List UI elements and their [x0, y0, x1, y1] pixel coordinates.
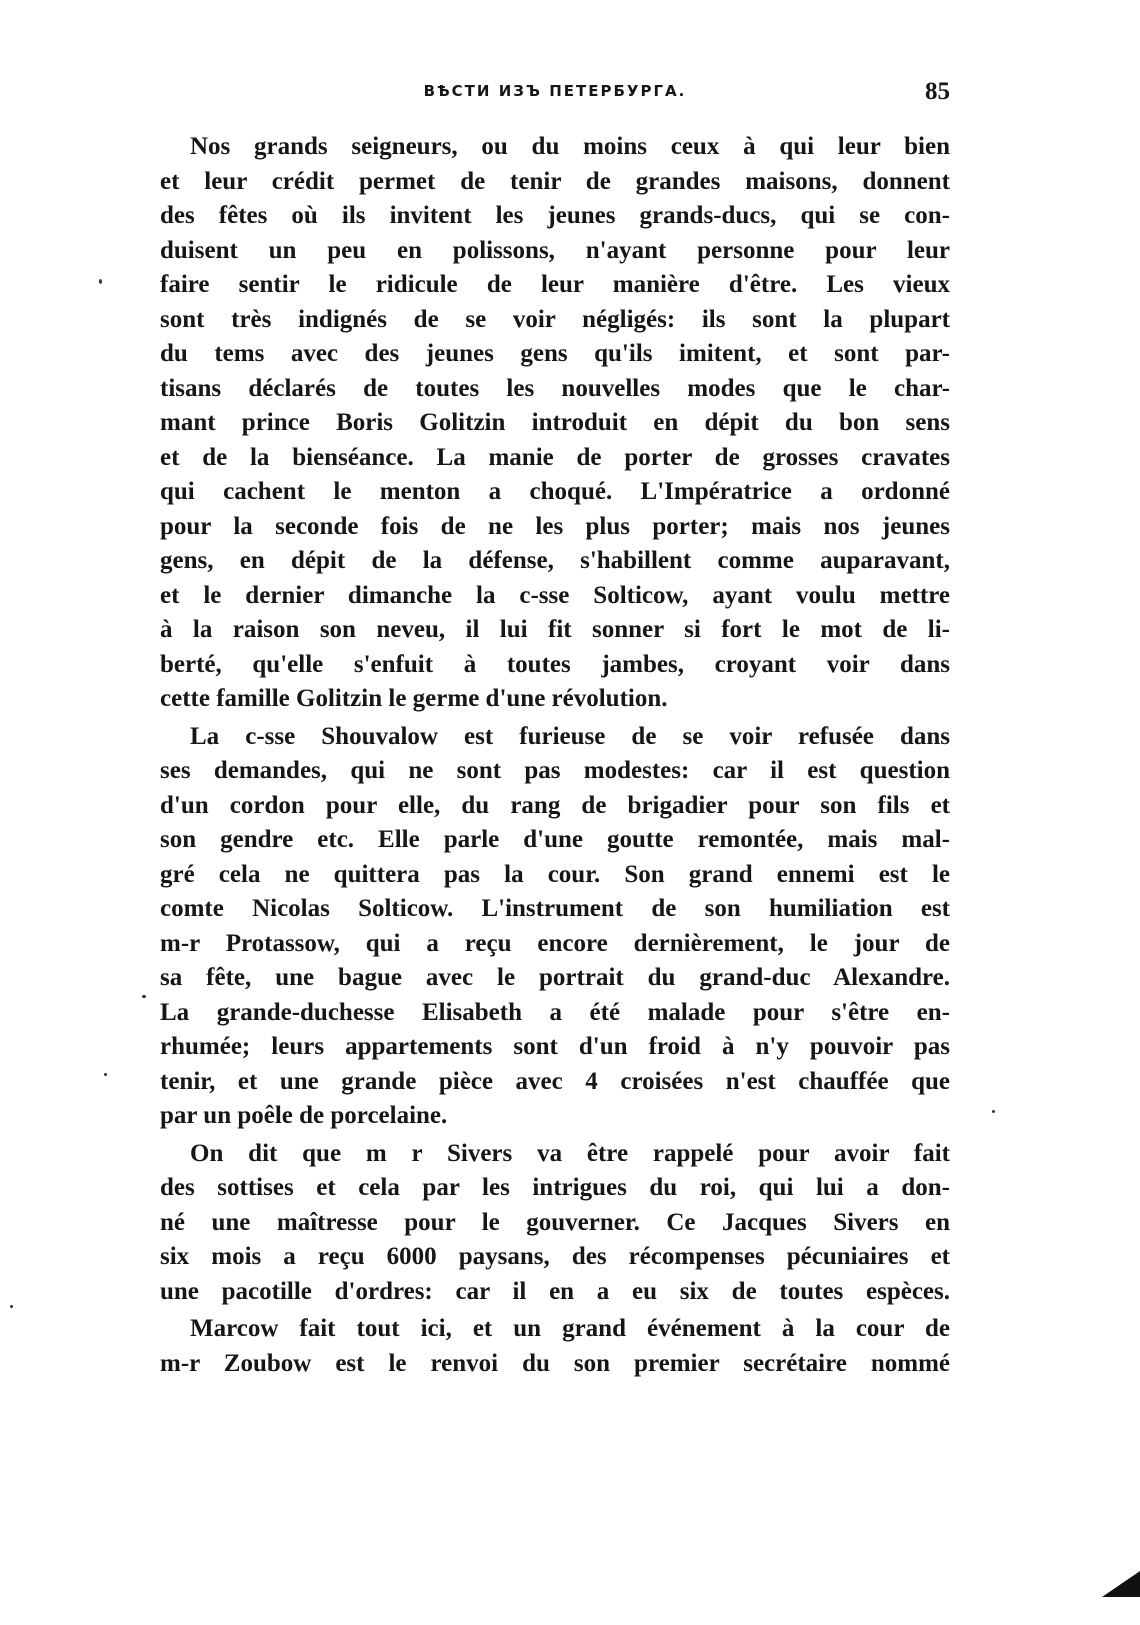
- text-line: pour la seconde fois de ne les plus porter; mais nos jeunes: [160, 512, 950, 540]
- text-line: une pacotille d'ordres: car il en a eu six de toutes espèces.: [160, 1277, 950, 1305]
- page-number: 85: [925, 78, 950, 105]
- text-line: m-r Zoubow est le renvoi du son premier secrétaire nommé: [160, 1349, 950, 1377]
- text-line: ses demandes, qui ne sont pas modestes: car il est question: [160, 757, 950, 784]
- text-line: du tems avec des jeunes gens qu'ils imitent, et sont par-: [160, 340, 950, 367]
- text-line: et leur crédit permet de tenir de grandes maisons, donnent: [160, 167, 950, 195]
- text-line: faire sentir le ridicule de leur manière d'être. Les vieux: [160, 271, 950, 298]
- text-line: des sottises et cela par les intrigues du roi, qui lui a don-: [160, 1174, 950, 1201]
- text-line: et le dernier dimanche la c-sse Solticow, ayant voulu mettre: [160, 581, 950, 609]
- scan-speck: [142, 995, 146, 998]
- scan-speck: [104, 1073, 107, 1076]
- text-line: Nos grands seigneurs, ou du moins ceux à qui leur bien: [190, 133, 950, 160]
- scan-speck: [10, 1305, 13, 1308]
- text-line: six mois a reçu 6000 paysans, des récompenses pécuniaires et: [160, 1243, 950, 1270]
- text-line: tisans déclarés de toutes les nouvelles modes que le char-: [160, 374, 950, 402]
- scan-speck: [99, 279, 102, 284]
- text-line: tenir, et une grande pièce avec 4 croisées n'est chauffée que: [160, 1067, 950, 1095]
- scan-speck: [992, 1110, 995, 1113]
- text-line: cette famille Golitzin le germe d'une révolution.: [160, 685, 668, 712]
- scan-corner-mark: [1102, 1571, 1140, 1597]
- text-line: d'un cordon pour elle, du rang de brigadier pour son fils et: [160, 791, 950, 819]
- text-line: sont très indignés de se voir négligés: ils sont la plupart: [160, 305, 950, 333]
- text-line: mant prince Boris Golitzin introduit en dépit du bon sens: [160, 409, 950, 436]
- running-title: ВѢСТИ ИЗЪ ПЕТЕРБУРГА.: [423, 82, 687, 100]
- text-line: On dit que m r Sivers va être rappelé pour avoir fait: [190, 1139, 950, 1167]
- text-line: berté, qu'elle s'enfuit à toutes jambes, croyant voir dans: [160, 650, 950, 678]
- text-line: gré cela ne quittera pas la cour. Son grand ennemi est le: [160, 860, 950, 888]
- text-line: m-r Protassow, qui a reçu encore dernièrement, le jour de: [160, 929, 950, 957]
- text-line: à la raison son neveu, il lui fit sonner si fort le mot de li-: [160, 616, 950, 643]
- text-line: et de la bienséance. La manie de porter de grosses cravates: [160, 443, 950, 471]
- text-line: qui cachent le menton a choqué. L'Impératrice a ordonné: [160, 478, 950, 505]
- text-line: né une maîtresse pour le gouverner. Ce Jacques Sivers en: [160, 1208, 950, 1236]
- text-line: des fêtes où ils invitent les jeunes grands-ducs, qui se con-: [160, 202, 950, 229]
- running-head: [160, 78, 950, 108]
- paragraph-4: [160, 1312, 950, 1381]
- text-line: gens, en dépit de la défense, s'habillent comme auparavant,: [160, 547, 950, 574]
- text-body: [160, 130, 950, 1384]
- text-line: son gendre etc. Elle parle d'une goutte remontée, mais mal-: [160, 826, 950, 853]
- text-line: comte Nicolas Solticow. L'instrument de son humiliation est: [160, 895, 950, 922]
- paragraph-1: [160, 130, 950, 717]
- text-line: Marcow fait tout ici, et un grand événement à la cour de: [190, 1315, 950, 1342]
- paragraph-2: [160, 720, 950, 1134]
- text-line: par un poêle de porcelaine.: [160, 1102, 448, 1129]
- paragraph-3: [160, 1137, 950, 1310]
- text-line: rhumée; leurs appartements sont d'un froid à n'y pouvoir pas: [160, 1033, 950, 1060]
- text-line: duisent un peu en polissons, n'ayant personne pour leur: [160, 236, 950, 264]
- text-line: La grande-duchesse Elisabeth a été malade pour s'être en-: [160, 998, 950, 1026]
- text-line: La c-sse Shouvalow est furieuse de se voir refusée dans: [190, 722, 950, 750]
- text-line: sa fête, une bague avec le portrait du grand-duc Alexandre.: [160, 964, 950, 991]
